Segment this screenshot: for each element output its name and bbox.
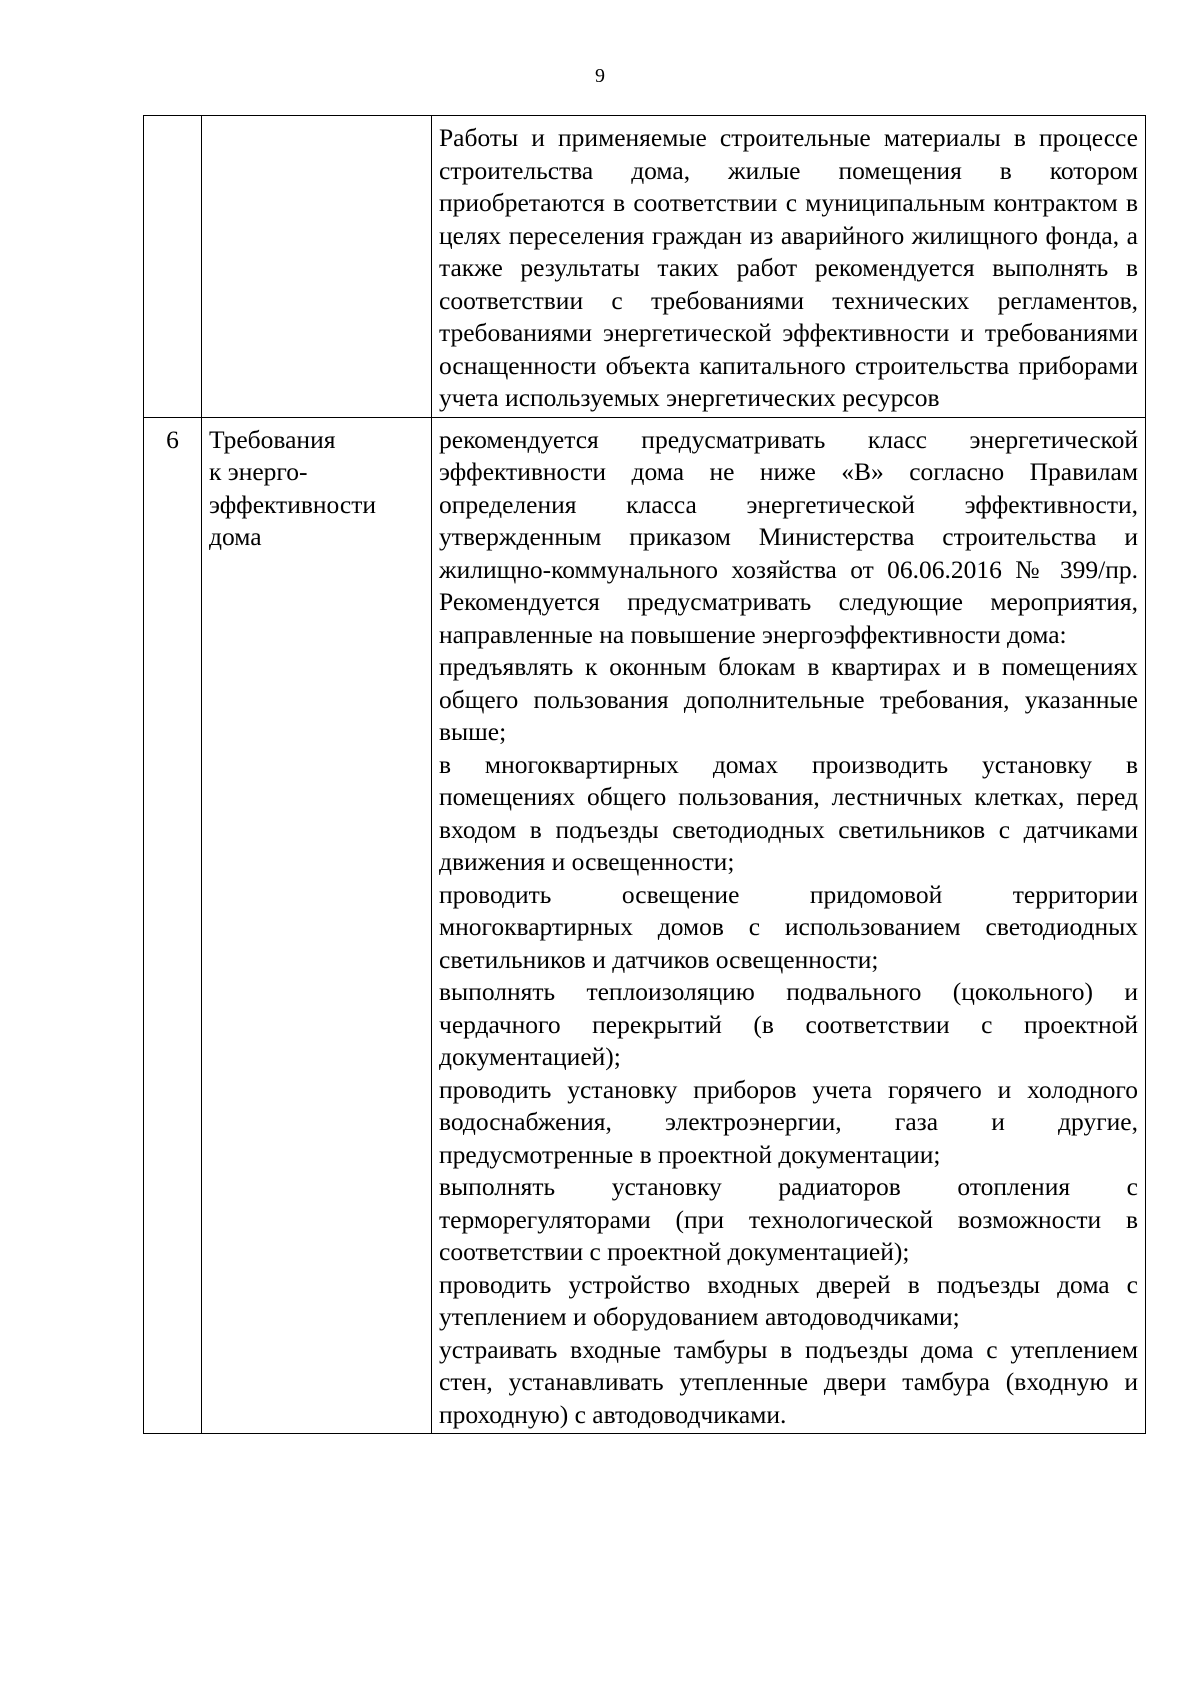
- requirement-text-cell: [432, 417, 1146, 1434]
- paragraph: проводить установку приборов учета горячего и холодного водоснабжения, электроэнергии, газа и другие, предусмотренные в проектной документации;: [439, 1074, 1138, 1169]
- table-row: [144, 116, 1146, 418]
- requirements-table: [143, 115, 1146, 1434]
- paragraph: Работы и применяемые строительные материалы в процессе строительства дома, жилые помещения в котором приобретаются в соответствии с муниципальным контрактом в целях переселения граждан из аварийного жилищного фонда, а также результаты таких работ рекомендуется выполнять в соответствии с требованиями технических регламентов, требованиями энергетической эффективности и требованиями оснащенности объекта капитального строительства приборами учета используемых энергетических ресурсов: [439, 123, 1138, 412]
- paragraph: проводить освещение придомовой территории многоквартирных домов с использованием светодиодных светильников и датчиков освещенности;: [439, 879, 1138, 974]
- requirement-text-cell: [432, 116, 1146, 418]
- paragraph: выполнять установку радиаторов отопления с терморегуляторами (при технологической возможности в соответствии с проектной документацией);: [439, 1172, 1138, 1266]
- requirement-name-line: дома: [209, 522, 262, 551]
- paragraph: рекомендуется предусматривать класс энергетической эффективности дома не ниже «B» согласно Правилам определения класса энергетической эффективности, утвержденным приказом Министерства строительства и жилищно-коммунального хозяйства от 06.06.2016 № 399/пр. Рекомендуется предусматривать следующие мероприятия, направленные на повышение энергоэффективности дома:: [439, 424, 1138, 649]
- table-row: [144, 417, 1146, 1434]
- requirement-name-line: Требования: [209, 424, 336, 454]
- paragraph: устраивать входные тамбуры в подъезды дома с утеплением стен, устанавливать утепленные двери тамбура (входную и проходную) с автодоводчиками.: [439, 1334, 1138, 1429]
- requirement-name-cell: [202, 417, 432, 1434]
- requirement-name-cell: [202, 116, 432, 418]
- paragraph: в многоквартирных домах производить установку в помещениях общего пользования, лестничных клетках, перед входом в подъезды светодиодных светильников с датчиками движения и освещенности;: [439, 749, 1138, 876]
- paragraph: предъявлять к оконным блокам в квартирах и в помещениях общего пользования дополнительные требования, указанные выше;: [439, 652, 1138, 746]
- page-number: 9: [595, 65, 605, 87]
- paragraph: проводить устройство входных дверей в подъезды дома с утеплением и оборудованием автодоводчиками;: [439, 1269, 1138, 1331]
- requirement-name-line: к энерго-: [209, 457, 308, 486]
- requirement-name-line: эффективности: [209, 489, 377, 519]
- row-number-cell: 6: [144, 417, 202, 1434]
- row-number-cell: [144, 116, 202, 418]
- paragraph: выполнять теплоизоляцию подвального (цокольного) и чердачного перекрытий (в соответствии с проектной документацией);: [439, 977, 1138, 1071]
